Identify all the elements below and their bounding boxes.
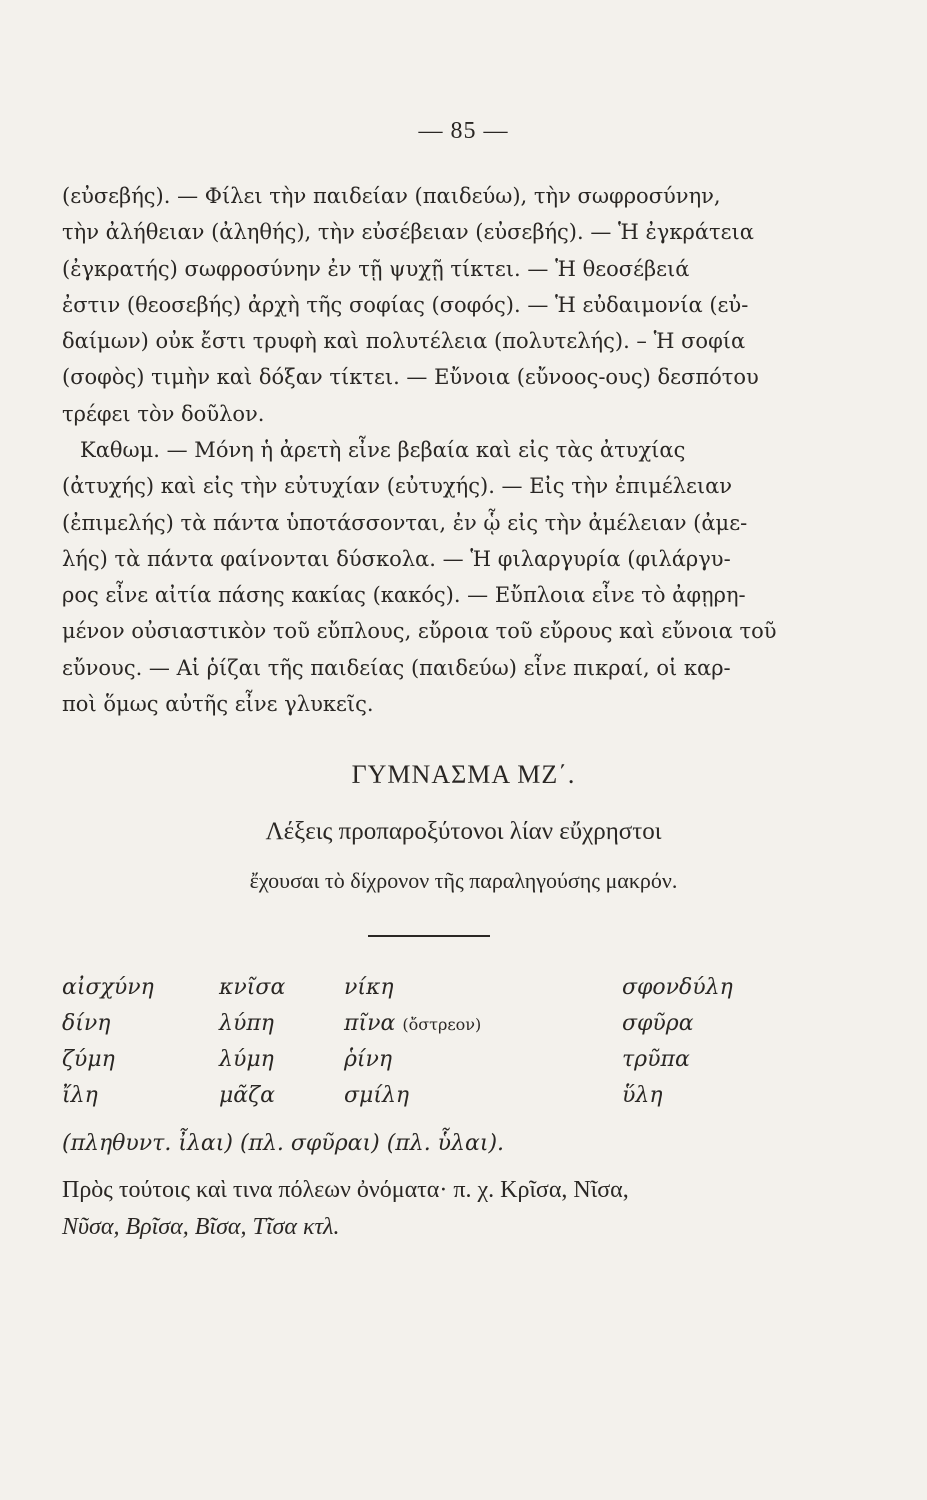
divider-rule	[368, 935, 490, 937]
text-line: (ἐπιμελής) τὰ πάντα ὑποτάσσονται, ἐν ᾧ εἰς τὴν ἀμέλειαν (ἀμε-	[62, 510, 748, 535]
word-cell: ἴλη	[62, 1083, 98, 1108]
word-row	[62, 975, 832, 1011]
word-cell: πῖνα	[344, 1011, 396, 1036]
word-cell: ὕλη	[622, 1083, 663, 1108]
text-line: δαίμων) οὐκ ἔστι τρυφὴ καὶ πολυτέλεια (πολυτελής). – Ἡ σοφία	[62, 329, 746, 354]
text-line: Καθωμ. — Μόνη ἡ ἀρετὴ εἶνε βεβαία καὶ εἰς τὰς ἀτυχίας	[80, 438, 686, 462]
word-cell: σφῦρα	[622, 1011, 694, 1036]
word-cell: μᾶζα	[219, 1083, 275, 1108]
text-line: (σοφὸς) τιμὴν καὶ δόξαν τίκτει. — Εὔνοια (εὔνοος-ους) δεσπότου	[62, 365, 759, 390]
paragraph-2	[62, 432, 830, 722]
city-names-line-2: Νῦσα, Βρῖσα, Βῖσα, Τῖσα κτλ.	[62, 1214, 340, 1240]
text-line: ποὶ ὅμως αὐτῆς εἶνε γλυκεῖς.	[62, 692, 374, 717]
word-row	[62, 1083, 832, 1119]
text-line: ἐστιν (θεοσεβής) ἀρχὴ τῆς σοφίας (σοφός). — Ἡ εὐδαιμονία (εὐ-	[62, 292, 749, 317]
text-line: ρος εἶνε αἰτία πάσης κακίας (κακός). — Εὔπλοια εἶνε τὸ ἀφῃρη-	[62, 583, 746, 608]
text-line: (ἀτυχής) καὶ εἰς τὴν εὐτυχίαν (εὐτυχής). — Εἰς τὴν ἐπιμέλειαν	[62, 474, 733, 499]
word-cell: δίνη	[62, 1011, 111, 1036]
exercise-title: ΓΥΜΝΑΣΜΑ ΜΖ΄.	[351, 760, 576, 789]
exercise-subtitle-line-2: ἔχουσαι τὸ δίχρονον τῆς παραληγούσης μακρόν.	[249, 868, 678, 893]
text-line: μένον οὐσιαστικὸν τοῦ εὔπλους, εὔροια τοῦ εὔρους καὶ εὔνοια τοῦ	[62, 619, 777, 644]
word-table	[62, 975, 832, 1119]
text-line: τὴν ἀλήθειαν (ἀληθής), τὴν εὐσέβειαν (εὐσεβής). — Ἡ ἐγκράτεια	[62, 220, 754, 245]
plural-note: (πληθυντ. ἶλαι) (πλ. σφῦραι) (πλ. ὗλαι).	[62, 1131, 505, 1156]
word-cell: τρῦπα	[622, 1047, 690, 1072]
word-cell: ῥίνη	[344, 1047, 393, 1072]
word-row	[62, 1011, 832, 1047]
word-cell: κνῖσα	[219, 975, 286, 1000]
paragraph-1	[62, 178, 830, 432]
word-cell: σμίλη	[344, 1083, 410, 1108]
exercise-subtitle-line-1: Λέξεις προπαροξύτονοι λίαν εὔχρηστοι	[265, 818, 662, 845]
text-line: (εὐσεβής). — Φίλει τὴν παιδείαν (παιδεύω), τὴν σωφροσύνην,	[62, 184, 721, 208]
text-line: λής) τὰ πάντα φαίνονται δύσκολα. — Ἡ φιλαργυρία (φιλάργυ-	[62, 546, 731, 571]
word-cell: λύπη	[219, 1011, 274, 1036]
text-line: εὔνους. — Αἱ ῥίζαι τῆς παιδείας (παιδεύω) εἶνε πικραί, οἱ καρ-	[62, 655, 731, 680]
city-names-line-1: Πρὸς τούτοις καὶ τινα πόλεων ὀνόματα· π. χ. Κρῖσα, Νῖσα,	[62, 1177, 629, 1203]
word-row	[62, 1047, 832, 1083]
word-cell: λύμη	[219, 1047, 274, 1072]
word-cell-with-note	[344, 1011, 481, 1036]
page-number: — 85 —	[418, 118, 509, 144]
word-cell: αἰσχύνη	[62, 975, 154, 1000]
word-cell: σφονδύλη	[622, 975, 733, 1000]
word-cell: ζύμη	[62, 1047, 115, 1072]
text-line: τρέφει τὸν δοῦλον.	[62, 401, 265, 426]
text-line: (ἐγκρατής) σωφροσύνην ἐν τῇ ψυχῇ τίκτει. — Ἡ θεοσέβειά	[62, 256, 690, 281]
word-note: (ὄστρεον)	[402, 1015, 482, 1034]
word-cell: νίκη	[344, 975, 394, 1000]
